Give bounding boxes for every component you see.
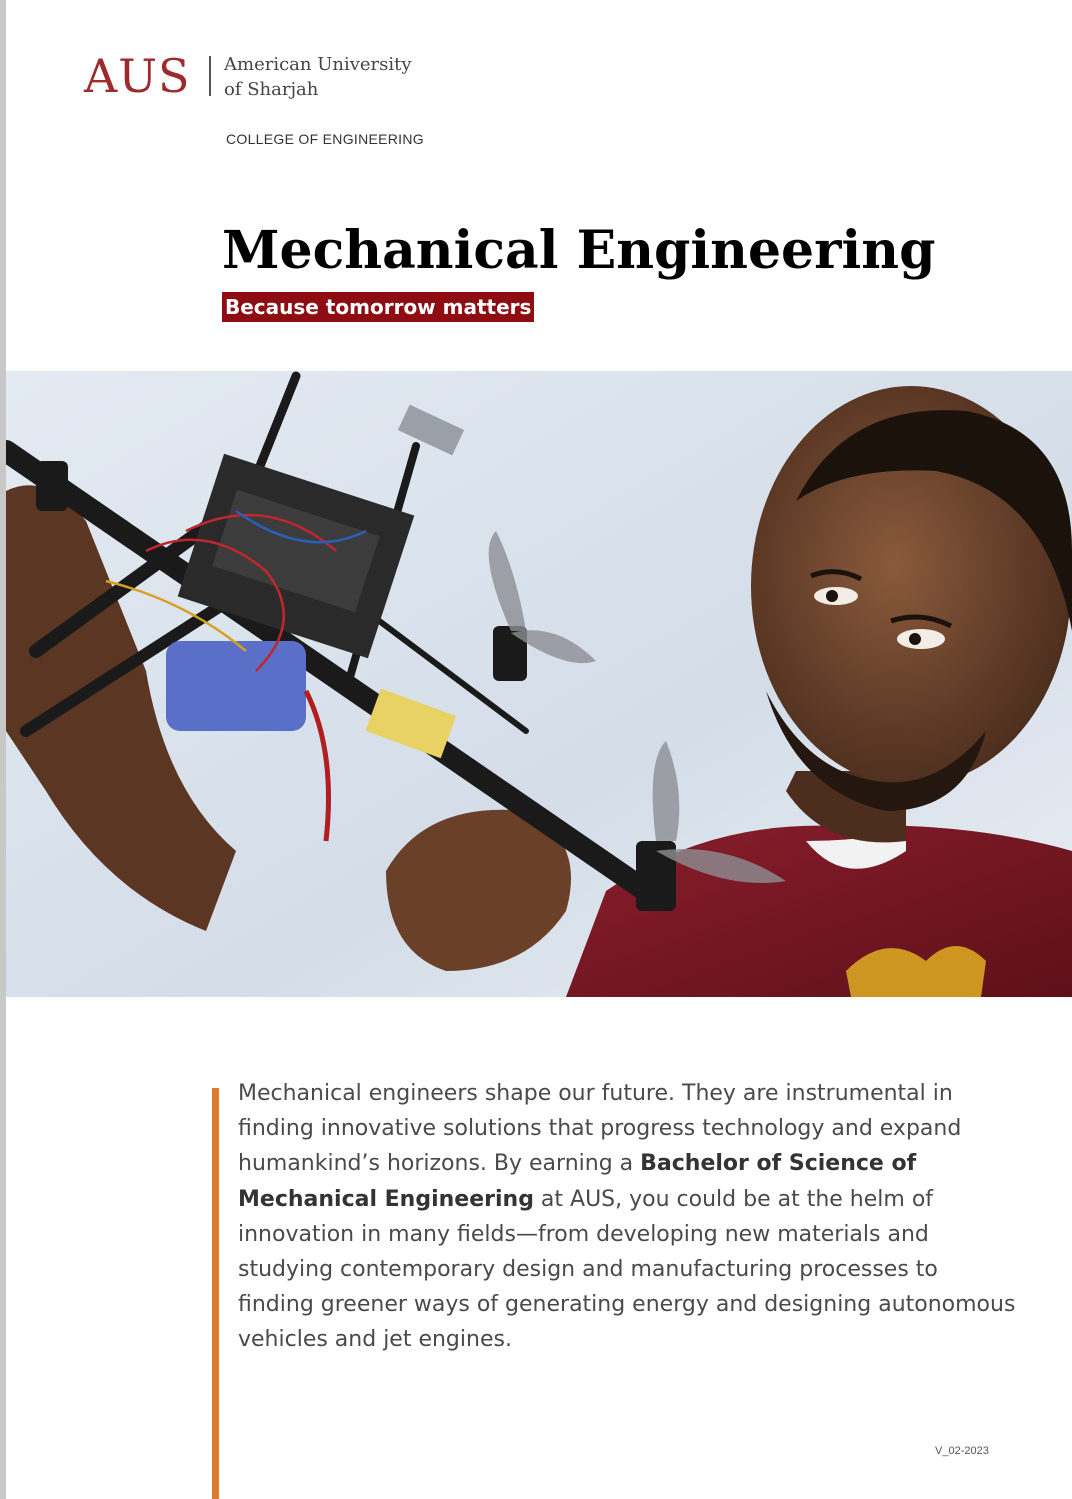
logo-name-line-1: American University [224,54,412,75]
intro-text-part-2: at AUS, you could be at the helm of innovation in many fields—from developing new materials and studying contemporary design and manufacturing processes to finding greener ways of generating energy and designing autonomous vehicles and jet engines. [238,1186,1016,1353]
logo-divider [209,56,211,96]
version-label: V_02-2023 [935,1445,989,1457]
tagline-badge: Because tomorrow matters [222,292,534,322]
accent-bar [212,1088,219,1499]
logo-abbreviation: AUS [84,49,191,103]
logo-university-name [224,52,444,102]
intro-paragraph [238,1076,1018,1358]
hero-photo [6,371,1072,997]
college-name: COLLEGE OF ENGINEERING [226,131,424,147]
drone-student-illustration [6,371,1072,997]
logo-name-line-2: of Sharjah [224,79,319,100]
page-title: Mechanical Engineering [222,220,936,281]
intro-text-part-1: Mechanical engineers shape our future. They are instrumental in finding innovative solutions that progress technology and expand humankind’s horizons. By earning a [238,1081,962,1177]
degree-name: Bachelor of Science of Mechanical Engineering [238,1151,917,1212]
